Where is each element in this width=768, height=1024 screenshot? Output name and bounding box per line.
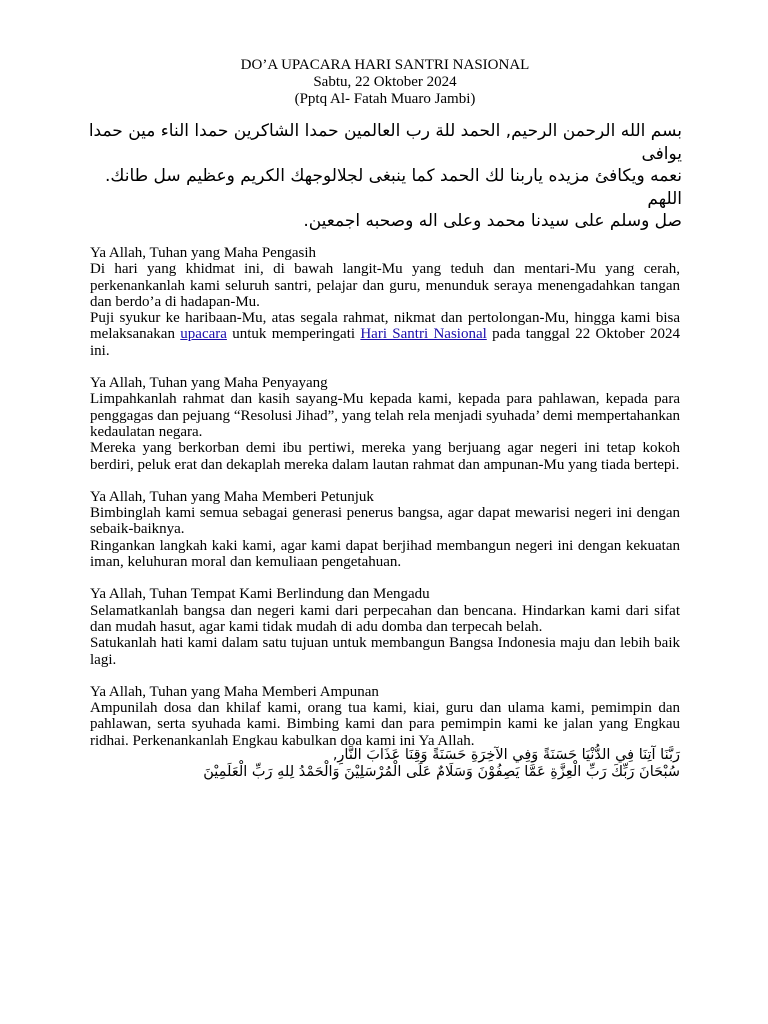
section-heading: Ya Allah, Tuhan yang Maha Memberi Petunjuk [90,488,374,505]
prayer-section-ampunan [90,684,680,749]
opening-arabic-line: بسم الله الرحمن الرحيم, الحمد للة رب العالمين حمدا الشاكرين حمدا الناء مين حمدا يوافى [88,121,682,164]
document-header [90,57,680,108]
section-paragraph: Limpahkanlah rahmat dan kasih sayang-Mu kepada kami, kepada para pahlawan, kepada para penggagas dan pejuang “Resolusi Jihad”, yang telah rela menjadi syuhada’ demi mempertahankan kedaulatan negara. [90,391,680,440]
section-heading: Ya Allah, Tuhan Tempat Kami Berlindung dan Mengadu [90,586,430,603]
document-place: (Pptq Al- Fatah Muaro Jambi) [294,91,476,107]
section-paragraph: Mereka yang berkorban demi ibu pertiwi, mereka yang berjuang agar negeri ini tetap kokoh berdiri, peluk erat dan dekaplah mereka dalam lautan rahmat dan ampunan-Mu yang tiada bertepi. [90,440,680,473]
section-heading: Ya Allah, Tuhan yang Maha Pengasih [90,245,316,261]
opening-arabic-line: صل وسلم على سيدنا محمد وعلى اله وصحبه اجمعين. [303,211,682,231]
hari-santri-nasional-link[interactable]: Hari Santri Nasional [360,326,487,343]
section-paragraph: Bimbinglah kami semua sebagai generasi penerus bangsa, agar dapat mewarisi negeri ini dengan sebaik-baiknya. [90,505,680,538]
section-paragraph: Ampunilah dosa dan khilaf kami, orang tua kami, kiai, guru dan ulama kami, pemimpin dan pahlawan, serta syuhada kami. Bimbing kami dan para pemimpin kami ke jalan yang Engkau ridhai. Perkenankanlah Engkau kabulkan doa kami ini Ya Allah. [90,700,680,749]
paragraph-text: untuk memperingati [226,326,361,343]
document-date: Sabtu, 22 Oktober 2024 [313,74,457,90]
opening-arabic-line: نعمه ويكافئ مزيده ياربنا لك الحمد كما ينبغى لجلالوجهك الكريم وعظيم سل طانك. اللهم [104,166,682,209]
section-paragraph: Selamatkanlah bangsa dan negeri kami dari perpecahan dan bencana. Hindarkan kami dari sifat dan mudah hasut, agar kami tidak mudah di adu domba dan terpecah belah. [90,602,680,635]
closing-arabic-line: سُبْحَانَ رَبِّكَ رَبِّ الْعِزَّةِ عَمَّا يَصِفُوْنَ وَسَلَامٌ عَلَى الْمُرْسَلِيْنَ وَالْحَمْدُ لِلهِ رَبِّ الْعَلَمِيْنَ [203,764,680,781]
upacara-link[interactable]: upacara [180,326,227,343]
section-heading: Ya Allah, Tuhan yang Maha Penyayang [90,375,328,392]
prayer-section-berlindung [90,586,680,667]
prayer-body [90,245,680,781]
document-title: DO’A UPACARA HARI SANTRI NASIONAL [240,57,530,73]
section-paragraph [90,310,680,359]
section-paragraph: Ringankan langkah kaki kami, agar kami dapat berjihad membangun negeri ini dengan kekuatan iman, keluhuran moral dan kemuliaan pengetahuan. [90,537,680,571]
prayer-section-petunjuk [90,489,680,570]
section-paragraph: Satukanlah hati kami dalam satu tujuan untuk membangun Bangsa Indonesia maju dan lebih baik lagi. [90,635,680,668]
prayer-section-penyayang [90,375,680,473]
paragraph-text: Puji syukur ke haribaan-Mu, atas segala rahmat, nikmat dan pertolongan-Mu, hingga kami bisa melaksanakan [90,310,680,343]
opening-arabic-prayer [88,120,682,233]
prayer-section-pengasih [90,245,680,359]
closing-arabic-prayer [90,747,680,781]
section-heading: Ya Allah, Tuhan yang Maha Memberi Ampunan [90,683,379,700]
section-paragraph: Di hari yang khidmat ini, di bawah langit-Mu yang teduh dan mentari-Mu yang cerah, perkenankanlah kami seluruh santri, pelajar dan guru, menunduk seraya menengadahkan tangan dan berdo’a di hadapan-Mu. [90,261,680,310]
closing-arabic-line: رَبَّنَا آتِنَا فِي الدُّنْيَا حَسَنَةً وَفِي الآخِرَةِ حَسَنَةً وَقِنَا عَذَابَ النَّارِ, [332,747,680,764]
paragraph-text: pada tanggal 22 Oktober 2024 ini. [90,326,680,359]
